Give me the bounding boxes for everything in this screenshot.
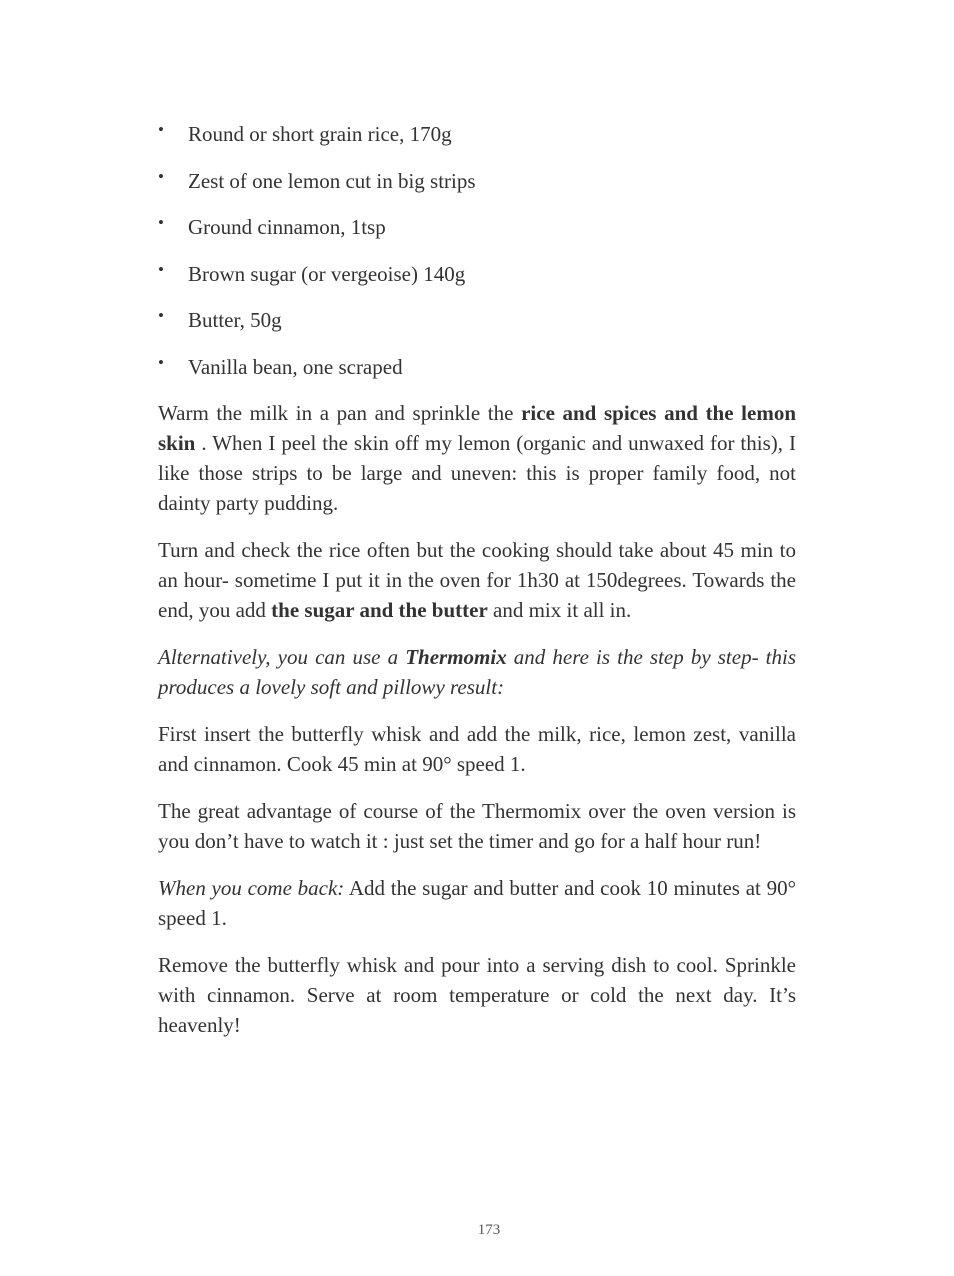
paragraph-thermomix-intro: Alternatively, you can use a Thermomix and here is the step by step- this produces a lovely soft and pillowy result: <box>158 644 796 699</box>
page-number: 173 <box>477 1222 501 1238</box>
bullet-icon: • <box>158 352 164 372</box>
page-content <box>158 119 796 1057</box>
bullet-icon: • <box>158 306 164 326</box>
paragraph-come-back: When you come back: Add the sugar and butter and cook 10 minutes at 90° speed 1. <box>158 875 796 930</box>
list-item <box>158 119 796 149</box>
list-item <box>158 259 796 289</box>
paragraph-advantage: The great advantage of course of the Thermomix over the oven version is you don’t have to watch it : just set the timer and go for a half hour run! <box>158 798 796 853</box>
bullet-icon: • <box>158 120 164 139</box>
ingredient-text: Zest of one lemon cut in big strips <box>188 168 476 193</box>
ingredient-text: Vanilla bean, one scraped <box>188 354 403 379</box>
paragraph-first-step: First insert the butterfly whisk and add the milk, rice, lemon zest, vanilla and cinnamon. Cook 45 min at 90° speed 1. <box>158 721 796 776</box>
list-item <box>158 212 796 242</box>
ingredient-text: Butter, 50g <box>188 308 282 333</box>
paragraph-cooking: Turn and check the rice often but the cooking should take about 45 min to an hour- sometime I put it in the oven for 1h30 at 150degrees. Towards the end, you add the sugar and the butter and mix it all in. <box>158 537 796 622</box>
list-item <box>158 166 796 196</box>
paragraph-serve: Remove the butterfly whisk and pour into a serving dish to cool. Sprinkle with cinnamon. Serve at room temperature or cold the next day. It’s heavenly! <box>158 952 796 1037</box>
paragraph-warm-milk: Warm the milk in a pan and sprinkle the rice and spices and the lemon skin . When I peel the skin off my lemon (organic and unwaxed for this), I like those strips to be large and uneven: this is proper family food, not dainty party pudding. <box>158 400 796 515</box>
bullet-icon: • <box>158 213 164 233</box>
list-item <box>158 352 796 382</box>
ingredient-text: Brown sugar (or vergeoise) 140g <box>188 261 466 286</box>
bullet-icon: • <box>158 166 164 186</box>
ingredient-text: Round or short grain rice, 170g <box>188 122 452 146</box>
list-item <box>158 305 796 335</box>
bullet-icon: • <box>158 259 164 279</box>
ingredient-list <box>158 119 796 382</box>
ingredient-text: Ground cinnamon, 1tsp <box>188 215 386 240</box>
